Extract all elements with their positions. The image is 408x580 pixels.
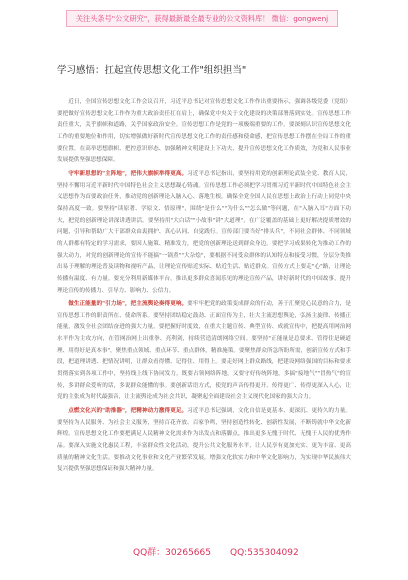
paragraph (57, 406, 351, 476)
paragraph (57, 169, 351, 297)
page-footer (0, 546, 408, 560)
paragraph (57, 97, 351, 167)
paragraph-text: 要牢牢把党的政策变成群众的行动，善于汇聚党心民意的合力，是宣传思想工作的职责所在、使命所系。要坚持团结稳定鼓劲、正面宣传为主，壮大主流思想舆论，弘扬主旋律、传播正能量，激发全社会团结奋进的强大力量。要把握好时度效，在重大主题宣传、典型宣传、成就宣传中，把提高用网治网水平作为主攻方向，在管网治网上出重拳、亮利剑，持续营造清朗网络空间。要坚持"正能量是总要求、管得住是硬道理、用得好是真本事"，聚焦重点领域、重点环节、重点群体，精准施策。要聚焦群众所急所盼所需，创新宣传方式和手段，把道理讲透、把情况讲明，让群众看得懂、记得住、用得上。要走好网上群众路线，把建设网络强国的目标和要求贯彻落实到各项工作中，坚持线上线下协同发力，既要占领网络阵地，又要守好传统阵地，多搞"接地气""冒热气"的宣传，多讲群众爱听的话，多说群众能懂的事。要创新话语方式，使党的声音传得更开、传得更广、传得更深入人心，让党的主张成为时代最强音，让主流舆论成为社会共识，凝聚起全面建设社会主义现代化国家的强大合力。 (57, 301, 351, 401)
article-title: 学习感悟：扛起宣传思想文化工作"组织担当" (57, 65, 247, 76)
qq-group-number: QQ群：30265665 (133, 548, 211, 558)
paragraph-text: 近日，全国宣传思想文化工作会议召开，习近平总书记对宣传思想文化工作作出重要指示，强调各级党委（党组）要把做好宣传思想文化工作作为重大政治责任扛在肩上，确保党中央关于文化建设的决策部署落到实处。宣传思想工作责任重大，关乎旗帜和道路，关乎国家政治安全。宣传思想工作是党的一项极端重要的工作。要深刻认识宣传思想文化工作的重要地位和作用，切实增强做好新时代宣传思想文化工作的责任感和使命感，把宣传思想工作摆在全局工作的重要位置，在高举思想旗帜、把控意识形态、加强精神文明建设上下功夫，提升宣传思想文化工作质效，为党和人民事业发展提供坚强思想保障。 (57, 99, 351, 164)
banner-text: 关注头条号"公文研究"，获得最新最全最专业的公文资料库！ 微信：gongwenj (75, 14, 329, 23)
qq-contact-number: QQ:535304092 (230, 548, 299, 558)
paragraph-text: 习近平总书记指出，要坚持用党的创新理论武装全党、教育人民，坚持不懈用习近平新时代中国特色社会主义思想凝心铸魂。宣传思想工作必须把学习贯彻习近平新时代中国特色社会主义思想作为首要政治任务，推动党的创新理论入脑入心、落地生根，确保全党全国人民在思想上政治上行动上同党中央保持高度一致。要坚持"读原著、学原文、悟原理"，围绕"是什么""为什么""怎么做"等问题，在"入脑入耳"方面下功夫，把党的创新理论讲深讲透讲活。要坚持用"大白话""小故事"讲"大道理"，在广泛覆盖的基础上更好解决提质增效的问题，引导和帮助广大干部群众由衷拥护、真心认同、自觉践行。宣传部门要当好"排头兵"，不同社会群体、不同领域的人群都有特定的学习需求，要因人施策、精准发力，把党的创新理论送到群众身边。要把学习成果转化为推动工作的强大动力，对党的创新理论的宣传不能搞"一锅煮""大杂烩"，要根据不同受众群体的认知特点和接受习惯，分层分类推出易于理解的理论普及读物和视听产品，让理论宣传贴近实际、贴近生活、贴近群众。宣传方式上要走"心"路，让理论传播有温度、有力量。要充分利用新媒体平台，推出更多群众喜闻乐见的理论宣传产品，讲好新时代的中国故事，提升理论宣传的传播力、引导力、影响力、公信力。 (57, 170, 351, 294)
paragraph (57, 299, 351, 404)
paragraph-lead: 点燃文化兴的"助推器"，把精神动力激得更足。 (68, 408, 188, 415)
paragraph-text: 习近平总书记强调，文化自信是更基本、更深沉、更持久的力量。要坚持为人民服务、为社会主义服务，坚持百花齐放、百家争鸣，坚持创造性转化、创新性发展，不断铸就中华文化新辉煌。宣传思想文化工作要把满足人民精神文化需求作为出发点和落脚点，推出更多无愧于时代、无愧于人民的优秀作品。要深入实施文化惠民工程，丰富群众性文化活动，提升公共文化服务水平，让人民享有更加充实、更为丰富、更高质量的精神文化生活。要推动文化事业和文化产业繁荣发展，增强文化软实力和中华文化影响力，为实现中华民族伟大复兴提供坚强思想保证和强大精神力量。 (57, 408, 351, 473)
header-banner (66, 10, 338, 27)
paragraph-lead: 守牢新思想的"主阵地"，把伟大旗帜举得更高。 (68, 170, 188, 177)
article-body (57, 97, 351, 478)
paragraph-lead: 做生正能量的"引力场"，把主流舆论奏得更响。 (68, 301, 188, 308)
